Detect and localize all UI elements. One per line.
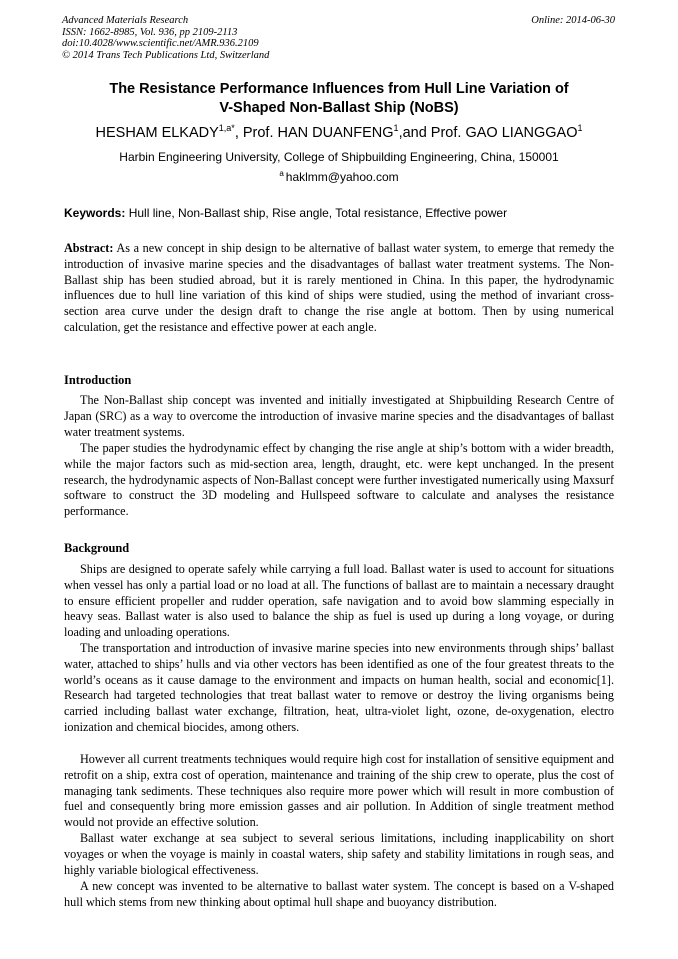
- abstract-text: As a new concept in ship design to be alternative of ballast water system, to emerge that remedy the introduction of invasive marine species and the disadvantages of ballast water treatment systems. The Non-Ballast ship has been studied abroad, but it is rarely mentioned in China. In this paper, the hydrodynamic influences due to hull line variation of this kind of ships were studied, using the method of invariant cross-section area curve under the design draft to change the rise angle at bottom. Then by using numerical calculation, get the resistance and effective power at each angle.: [64, 241, 614, 334]
- paragraph: However all current treatments techniques would require high cost for installation of sensitive equipment and retrofit on a ship, extra cost of operation, maintenance and training of the ship crew to operate, plus the cost of managing tank sediments. These techniques also require more power which will result in more combustion of fuel and consequently bring more emission gasses and air pollution. In Addition of single treatment method would not provide an effective solution.: [64, 752, 614, 830]
- author-separator: ,and Prof.: [398, 125, 466, 141]
- paper-title: [40, 80, 638, 118]
- author-email: [40, 170, 638, 185]
- paragraph: A new concept was invented to be alternative to ballast water system. The concept is based on a V-shaped hull which stems from new thinking about optimal hull shape and buoyancy distribution.: [64, 879, 614, 909]
- paragraph: The paper studies the hydrodynamic effect by changing the rise angle at ship’s bottom with a wider breadth, while the major factors such as mid-section area, length, draught, etc. were kept unchanged. In the present research, the hydrodynamic aspects of Non-Ballast concept were further investigated numerically using Maxsurf software to construct the 3D modeling and Hullspeed software to calculate and analyses the resistance performance.: [64, 441, 614, 519]
- author-name: HAN DUANFENG: [277, 125, 394, 141]
- paragraph: The Non-Ballast ship concept was invented and initially investigated at Shipbuilding Research Centre of Japan (SRC) as a way to overcome the introduction of invasive marine species and the disadvantages of ballast water treatment systems.: [64, 393, 614, 439]
- section-heading-background: Background: [64, 541, 130, 555]
- author-name: HESHAM ELKADY: [95, 125, 219, 141]
- author-affiliation-mark: 1,a*: [218, 123, 235, 133]
- title-line-2: V-Shaped Non-Ballast Ship (NoBS): [219, 100, 459, 116]
- issn-line: ISSN: 1662-8985, Vol. 936, pp 2109-2113: [62, 26, 238, 38]
- keywords-label: Keywords:: [64, 206, 126, 220]
- section-heading-introduction: Introduction: [64, 373, 132, 387]
- paragraph: The transportation and introduction of invasive marine species into new environments through ships’ ballast water, attached to ships’ hulls and via other vectors has been identified as one of the four greatest threats to the world’s oceans as it cause damage to the environment and impacts on human health, social and economic[1]. Research had targeted technologies that treat ballast water to remove or destroy the living organisms being carried including ballast water exchange, filtration, heat, ultra-violet light, ozone, de-oxygenation, electro ionization and chemical biocides, among others.: [64, 641, 614, 734]
- author-affiliation-mark: 1: [577, 123, 583, 133]
- journal-name: Advanced Materials Research: [62, 15, 189, 26]
- paragraph: Ballast water exchange at sea subject to several serious limitations, including inapplicability on short voyages or when the voyage is mainly in coastal waters, ship safety and stability limitations in rough seas, and highly variable biological effectiveness.: [64, 831, 614, 877]
- email-address: haklmm@yahoo.com: [285, 170, 399, 184]
- keywords: [64, 206, 507, 221]
- keywords-text: Hull line, Non-Ballast ship, Rise angle, Total resistance, Effective power: [125, 206, 508, 220]
- title-line-1: The Resistance Performance Influences from Hull Line Variation of: [109, 81, 569, 97]
- doi-line: doi:10.4028/www.scientific.net/AMR.936.2109: [62, 38, 259, 49]
- author-name: GAO LIANGGAO: [465, 125, 578, 141]
- author-list: [30, 123, 648, 143]
- author-affiliation-mark: 1: [393, 123, 399, 133]
- paragraph: Ships are designed to operate safely while carrying a full load. Ballast water is used to account for situations when vessel has only a partial load or no load at all. The functions of ballast are to maintain a necessary draught to ensure efficient propeller and rudder operation, safe navigation and to avoid bow slamming especially in heavy seas. Ballast water is also used to balance the ship as fuel is used up during a long voyage, or during loading and unloading operations.: [64, 562, 614, 640]
- copyright-line: © 2014 Trans Tech Publications Ltd, Switzerland: [62, 49, 270, 61]
- online-date: Online: 2014-06-30: [531, 15, 615, 26]
- author-separator: , Prof.: [234, 125, 278, 141]
- email-mark: a: [279, 169, 284, 178]
- journal-header: [62, 15, 269, 61]
- affiliation: Harbin Engineering University, College of Shipbuilding Engineering, China, 150001: [119, 150, 559, 164]
- abstract-label: Abstract:: [64, 241, 114, 255]
- abstract: [64, 241, 614, 336]
